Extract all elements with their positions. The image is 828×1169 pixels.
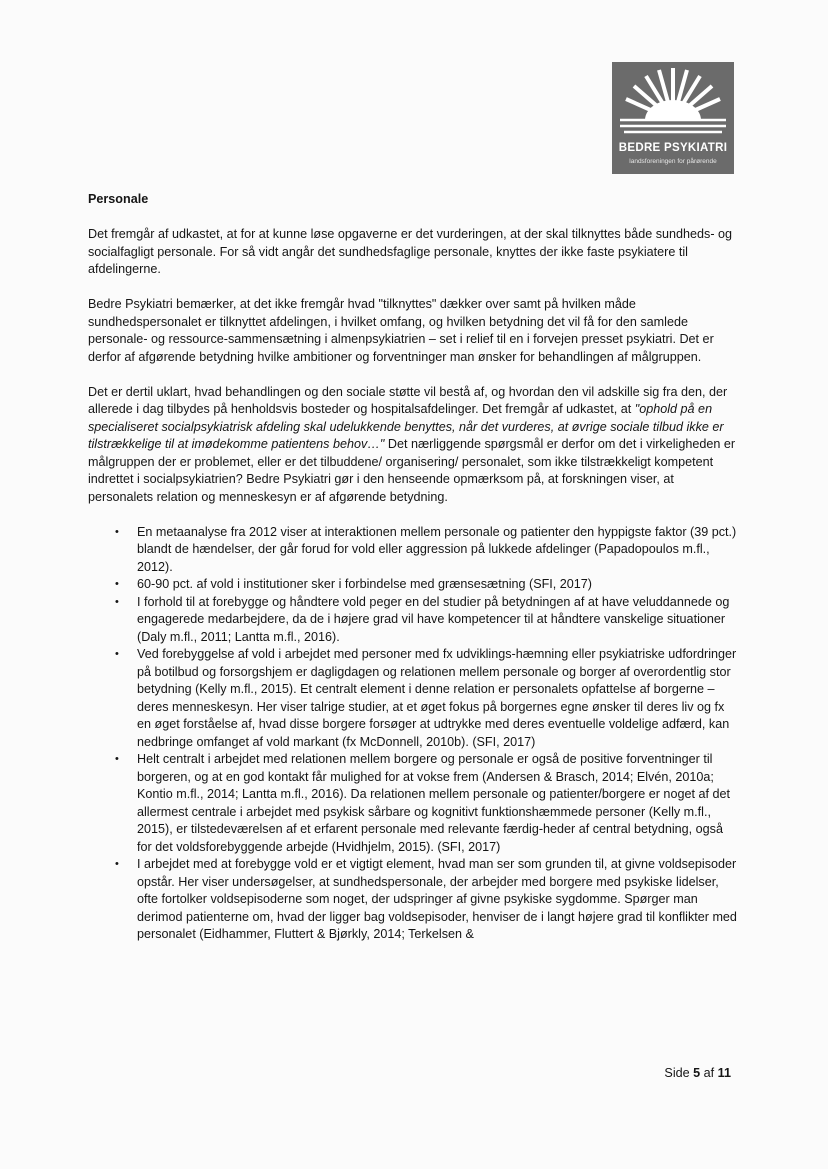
list-item-text: En metaanalyse fra 2012 viser at interaktionen mellem personale og patienter den hyppigste faktor (39 pct.) blandt de hændelser, der går forud for vold eller aggression på lukkede afdelinger (Papadopoulos m.fl., 2012). [137, 524, 737, 574]
document-body [88, 191, 738, 944]
list-item [88, 594, 738, 647]
bullet-icon: • [115, 578, 119, 590]
list-item [88, 856, 738, 944]
list-item-text: Ved forebyggelse af vold i arbejdet med personer med fx udviklings-hæmning eller psykiatriske udfordringer på botilbud og forsorgshjem er dagligdagen og relationen mellem personale og borger af overordentlig stor betydning (Kelly m.fl., 2015). Et centralt element i denne relation er personalets opfattelse af borgerne – deres menneskesyn. Her viser talrige studier, at et øget fokus på borgernes egne ønsker til deres liv og fx en øget forståelse af, hvad disse borgere forsøger at udtrykke med deres eventuelle voldelige adfærd, kan nedbringe omfanget af vold markant (fx McDonnell, 2010b). (SFI, 2017) [137, 647, 737, 749]
paragraph-1: Det fremgår af udkastet, at for at kunne løse opgaverne er det vurderingen, at der skal tilknyttes både sundheds- og socialfagligt personale. For så vidt angår det sundhedsfaglige personale, knyttes der ikke faste psykiatere til afdelingerne. [88, 227, 733, 276]
section-heading: Personale [88, 192, 149, 206]
sunrise-logo-icon [612, 62, 734, 142]
logo-name: BEDRE PSYKIATRI [618, 142, 728, 154]
page-number [664, 1066, 731, 1080]
paragraph-3-quote: "ophold på en specialiseret socialpsykiatrisk afdeling skal udelukkende benyttes, når det vurderes, at øvrige sociale tilbud ikke er tilstrækkelige til at imødekomme patientens behov…" [88, 402, 724, 451]
list-item-text: Helt centralt i arbejdet med relationen mellem borgere og personale er også de positive forventninger til borgeren, og at en god kontakt får mulighed for at vokse frem (Andersen & Brasch, 2014; Elvén, 2010a; Kontio m.fl., 2014; Lantta m.fl., 2016). Da relationen mellem personale og patienter/borgere er noget af det allermest centrale i arbejdet med psykisk sårbare og kognitivt funktionshæmmede personer (Kelly m.fl., 2015), er tilstedeværelsen af et erfarent personale med relevante færdig-heder af central betydning, også for det voldsforebyggende arbejde (Hvidhjelm, 2015). (SFI, 2017) [137, 752, 730, 854]
page-number-prefix: Side [664, 1066, 690, 1080]
bullet-icon: • [115, 858, 119, 870]
list-item [88, 576, 738, 594]
paragraph-3-start: Det er dertil uklart, hvad behandlingen og den sociale støtte vil bestå af, og hvordan den vil adskille sig fra den, der allerede i dag tilbydes på henholdsvis bosteder og hospitalsafdelinger. Det fremgår af udkastet, at [88, 384, 728, 416]
paragraph-3-end: Det nærliggende spørgsmål er derfor om det i virkeligheden er målgruppen der er problemet, eller er det tilbuddene/ organisering/ personalet, som ikke tilstrækkeligt kompetent indrettet i socialpsykiatrien? Bedre Psykiatri gør i den henseende opmærksom på, at forskningen viser, at personalets relation og menneskesyn er af afgørende betydning. [88, 437, 736, 504]
bullet-list [88, 524, 738, 944]
paragraph-2: Bedre Psykiatri bemærker, at det ikke fremgår hvad "tilknyttes" dækker over samt på hvilken måde sundhedspersonalet er tilknyttet afdelingen, i hvilket omfang, og hvilken betydning det vil få for den samlede personale- og ressource-sammensætning i almenpsykiatrien – set i relief til en i forvejen presset psykiatri. Det er derfor af afgørende betydning hvilke ambitioner og forventninger man ønsker for behandlingen af målgruppen. [88, 297, 714, 364]
page-number-separator: af [703, 1066, 715, 1080]
bullet-icon: • [115, 648, 119, 660]
page-number-current: 5 [693, 1066, 701, 1080]
page-number-total: 11 [717, 1066, 731, 1080]
list-item [88, 751, 738, 856]
list-item-text: I forhold til at forebygge og håndtere vold peger en del studier på betydningen af at have veluddannede og engagerede medarbejdere, da de i højere grad vil have kompetencer til at håndtere vanskelige situationer (Daly m.fl., 2011; Lantta m.fl., 2016). [137, 594, 730, 644]
list-item-text: 60-90 pct. af vold i institutioner sker i forbindelse med grænsesætning (SFI, 2017) [137, 577, 592, 591]
logo-subtitle: landsforeningen for pårørende [629, 158, 717, 165]
list-item-text: I arbejdet med at forebygge vold er et vigtigt element, hvad man ser som grunden til, at givne voldsepisoder opstår. Her viser undersøgelser, at sundhedspersonale, der arbejder med borgere med psykiske lidelser, ofte fortolker voldsepisoderne som noget, der udspringer af givne psykiske sygdomme. Spørger man derimod patienterne om, hvad der ligger bag voldsepisoder, henviser de i langt højere grad til konflikter med personalet (Eidhammer, Fluttert & Bjørkly, 2014; Terkelsen & [137, 857, 737, 941]
bullet-icon: • [115, 753, 119, 765]
bullet-icon: • [115, 595, 119, 608]
bedre-psykiatri-logo [612, 62, 734, 174]
list-item [88, 646, 738, 751]
paragraph-3 [88, 384, 738, 507]
bullet-icon: • [115, 525, 119, 538]
list-item [88, 524, 738, 577]
